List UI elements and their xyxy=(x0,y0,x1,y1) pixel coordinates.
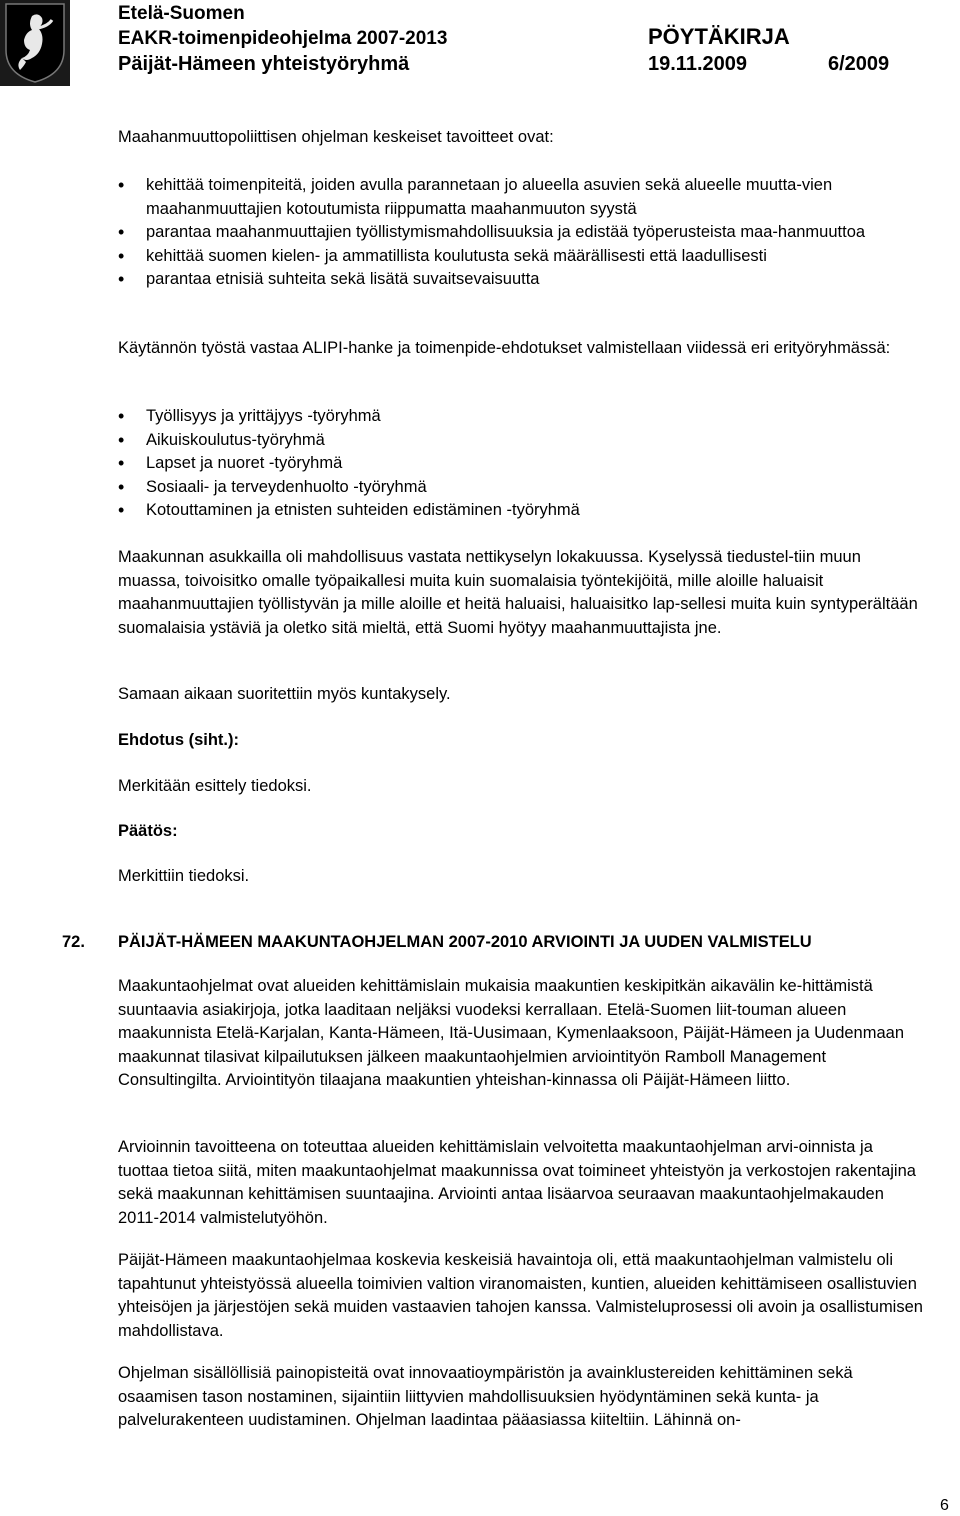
section-heading xyxy=(62,931,958,955)
intro-text: Maahanmuuttopoliittisen ohjelman keskeiset tavoitteet ovat: xyxy=(118,128,554,146)
survey-text: Maakunnan asukkailla oli mahdollisuus vastata nettikyselyn lokakuussa. Kyselyssä tiedustel-tiin muun muassa, toivoisitko omalle työpaikallesi muita kuin suomalaisia työntekijöitä, mille aloille haluaisit maahanmuuttajien työllistyvän ja mille aloille et heitä haluaisi, haluaisitko lap-sellesi muita kuin syntyperältään suomalaisia ystäviä ja oletko sitä mieltä, että Suomi hyötyy maahanmuuttajista jne. xyxy=(118,548,918,637)
header-org-line2: EAKR-toimenpideohjelma 2007-2013 xyxy=(118,28,448,49)
municipal-survey-text: Samaan aikaan suoritettiin myös kuntakysely. xyxy=(118,685,451,703)
proposal-text: Merkitään esittely tiedoksi. xyxy=(118,777,312,795)
goals-list xyxy=(118,174,926,292)
page-number: 6 xyxy=(940,1497,949,1514)
paragraph: Päijät-Hämeen maakuntaohjelmaa koskevia keskeisiä havaintoja oli, että maakuntaohjelman valmistelu oli tapahtunut yhteistyössä alueella toimivien valtion viranomaisten, kuntien, alueiden kehittämiseen osallistuvien yhteisöjen ja järjestöjen sekä muiden vastaavien tahojen kanssa. Valmisteluprosessi oli avoin ja osallistumisen mahdollistava. xyxy=(118,1251,923,1340)
paragraph: Arvioinnin tavoitteena on toteuttaa alueiden kehittämislain velvoitetta maakuntaohjelman arvi-oinnista ja tuottaa tietoa siitä, miten maakuntaohjelmat maakunnissa ovat toimineet yhteistyön ja verkostojen rakentajina sekä maakunnan kehittämisen suuntaajina. Arviointi antaa lisäarvoa seuraavan maakuntaohjelmakauden 2011-2014 valmistelutyöhön. xyxy=(118,1138,916,1227)
paragraph: Maakuntaohjelmat ovat alueiden kehittämislain mukaisia maakuntien keskipitkän aikavälin ke-hittämistä suuntaavia asiakirjoja, jotka laaditaan neljäksi vuodeksi kerrallaan. Etelä-Suomen liit-touman alueen maakunnista Etelä-Karjalan, Kanta-Hämeen, Itä-Uusimaan, Kymenlaaksoon, Päijät-Hämeen ja Uudenmaan maakunnat tilasivat kilpailutuksen jälkeen maakuntaohjelmien arviointityön Ramboll Management Consultingilta. Arviointityön tilaajana maakuntien yhteishan-kinnassa oli Päijät-Hämeen liitto. xyxy=(118,977,904,1089)
proposal-label: Ehdotus (siht.): xyxy=(118,731,239,749)
decision-label: Päätös: xyxy=(118,822,178,840)
practice-text: Käytännön työstä vastaa ALIPI-hanke ja toimenpide-ehdotukset valmistellaan viidessä eri erityöryhmässä: xyxy=(118,339,891,357)
coat-of-arms-icon xyxy=(0,0,70,86)
section-number: 72. xyxy=(62,933,85,951)
list-item: • Kotouttaminen ja etnisten suhteiden edistäminen -työryhmä xyxy=(118,499,926,523)
paragraph: Ohjelman sisällöllisiä painopisteitä ovat innovaatioympäristön ja avainklustereiden kehittäminen sekä osaamisen tason nostaminen, sijaintiin liittyvien mahdollisuuksien hyödyntäminen sekä kunta- ja palvelurakenteen uudistaminen. Ohjelman laadintaa pääasiassa kiiteltiin. Lähinnä on- xyxy=(118,1364,853,1429)
working-groups-list xyxy=(118,405,926,523)
list-item: • parantaa etnisiä suhteita sekä lisätä suvaitsevaisuutta xyxy=(118,268,926,292)
page-header xyxy=(0,0,960,86)
decision-text: Merkittiin tiedoksi. xyxy=(118,867,250,885)
list-item: • parantaa maahanmuuttajien työllistymismahdollisuuksia ja edistää työperusteista maa-hanmuuttoa xyxy=(118,221,926,245)
list-item: • kehittää toimenpiteitä, joiden avulla parannetaan jo alueella asuvien sekä alueelle muutta-vien maahanmuuttajien kotoutumista riippumatta maahanmuuton syystä xyxy=(118,174,926,221)
header-doc-number: 6/2009 xyxy=(828,53,890,75)
list-item: • Lapset ja nuoret -työryhmä xyxy=(118,452,926,476)
section-title: PÄIJÄT-HÄMEEN MAAKUNTAOHJELMAN 2007-2010 ARVIOINTI JA UUDEN VALMISTELU xyxy=(118,933,812,951)
header-doc-type: PÖYTÄKIRJA xyxy=(648,24,790,49)
header-date: 19.11.2009 xyxy=(648,53,747,75)
list-item: • kehittää suomen kielen- ja ammatillista koulutusta sekä määrällisesti että laadullisesti xyxy=(118,245,926,269)
list-item: • Sosiaali- ja terveydenhuolto -työryhmä xyxy=(118,476,926,500)
list-item: • Työllisyys ja yrittäjyys -työryhmä xyxy=(118,405,926,429)
list-item: • Aikuiskoulutus-työryhmä xyxy=(118,429,926,453)
header-org-line1: Etelä-Suomen xyxy=(118,3,245,24)
header-org-line3: Päijät-Hämeen yhteistyöryhmä xyxy=(118,53,410,75)
